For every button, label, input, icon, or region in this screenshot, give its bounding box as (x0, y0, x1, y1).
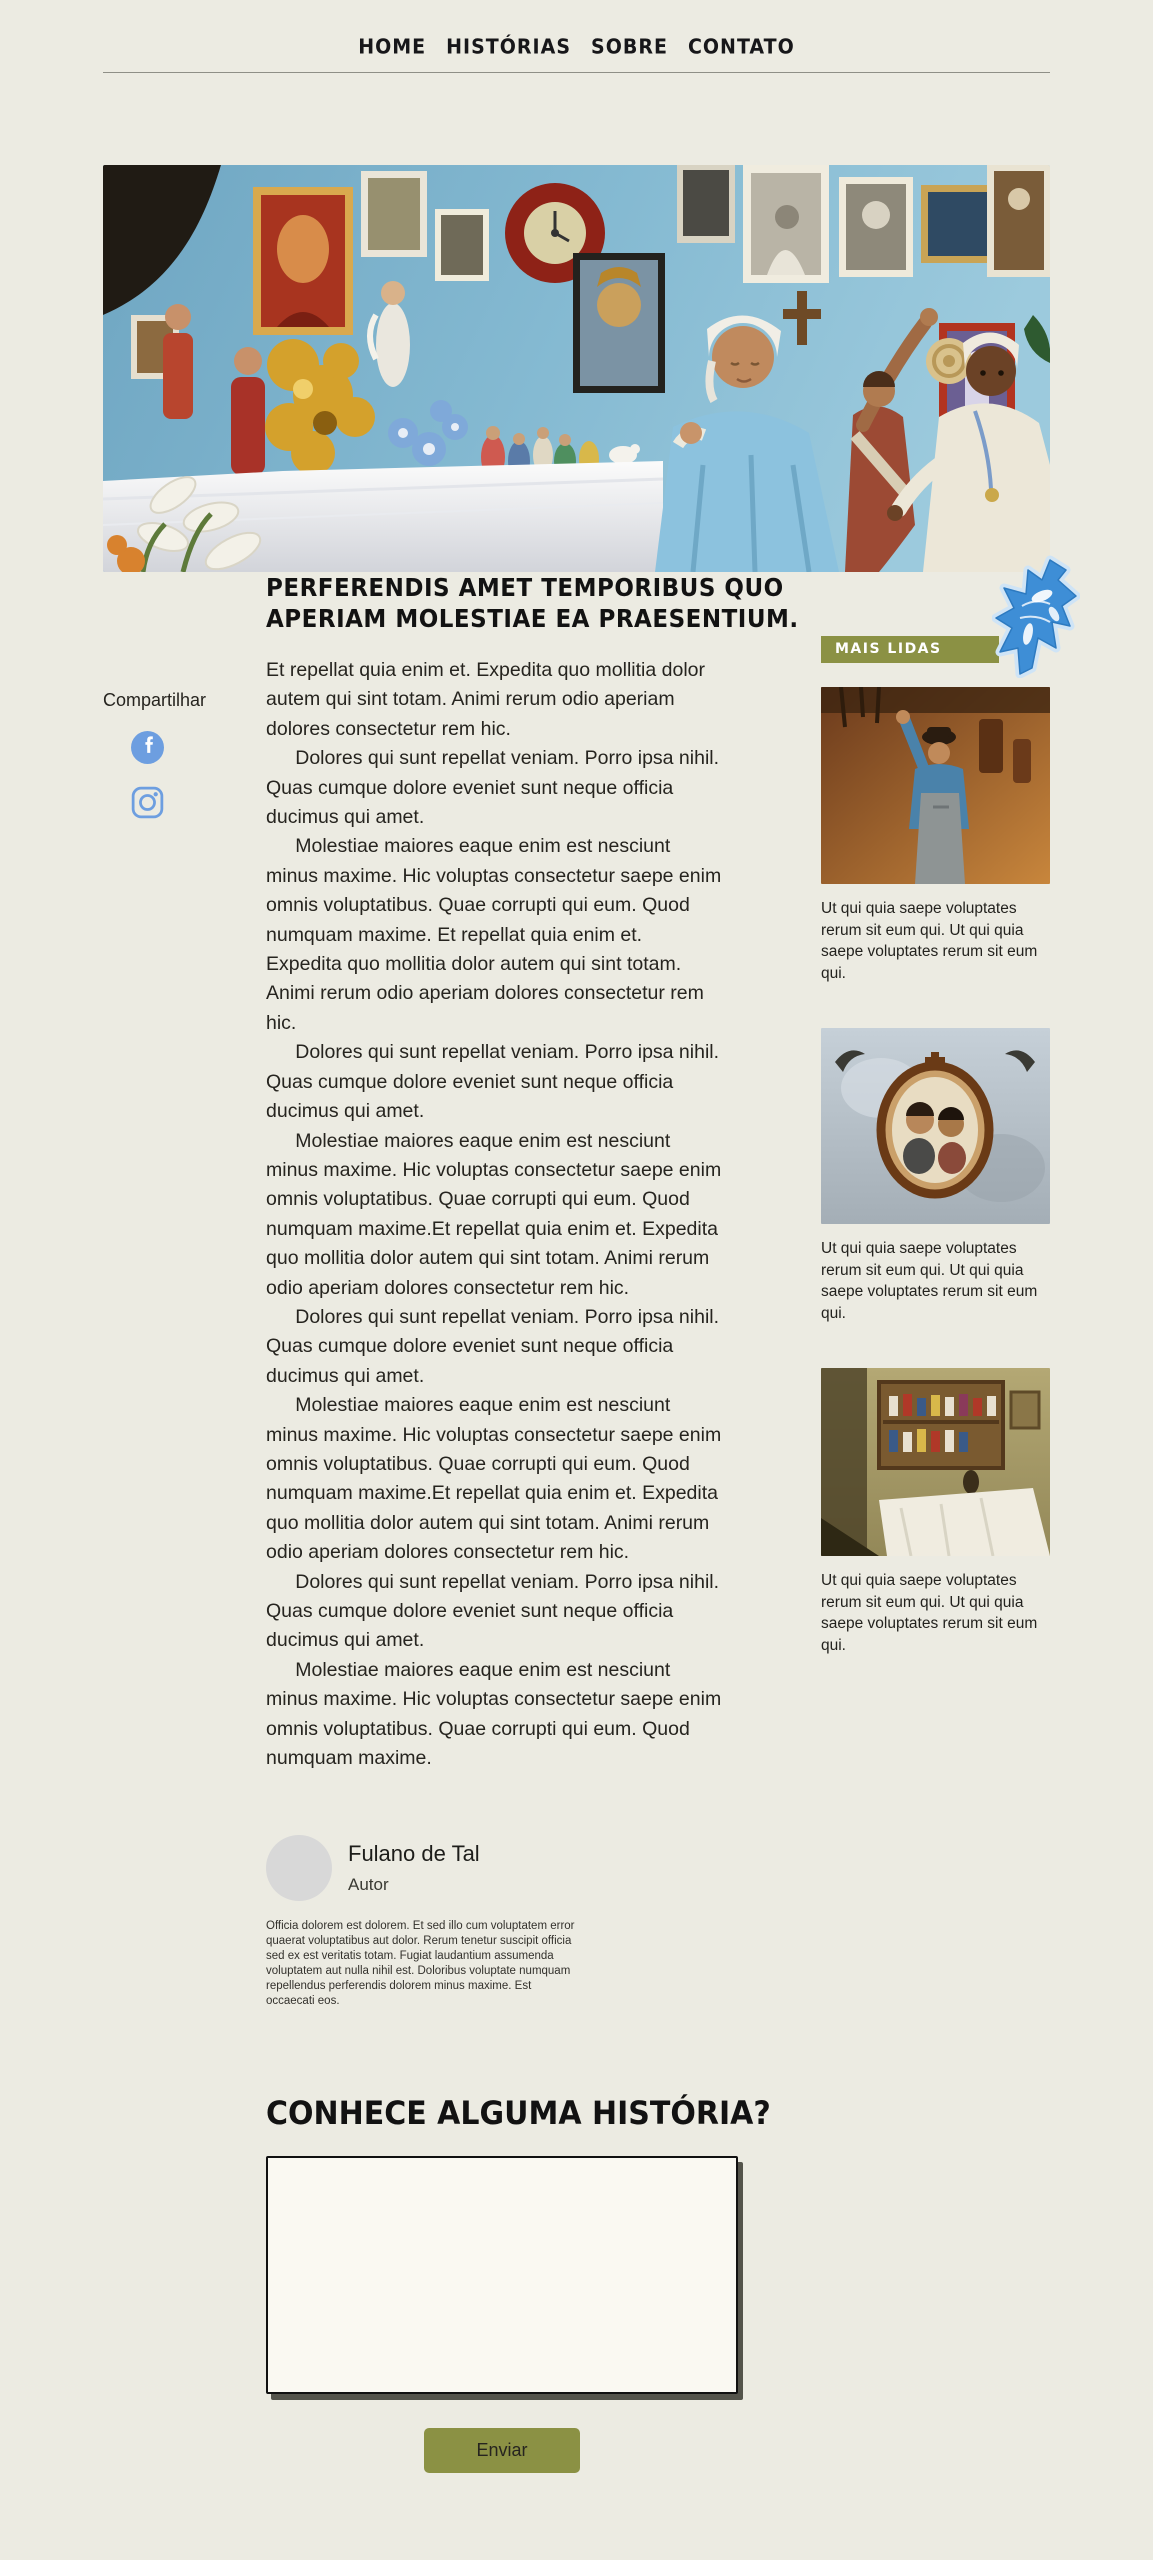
submit-button[interactable]: Enviar (424, 2428, 580, 2473)
article (266, 572, 799, 2473)
related-post-image[interactable] (821, 687, 1050, 884)
instagram-icon (131, 786, 164, 819)
main-content (103, 572, 1050, 2473)
page-title-line-2: APERIAM MOLESTIAE EA PRAESENTIUM. (266, 605, 799, 634)
related-post-caption: Ut qui quia saepe voluptates rerum sit eum qui. Ut qui quia saepe voluptates rerum sit eum qui. (821, 1240, 1038, 1322)
author-bio: Officia dolorem est dolorem. Et sed illo cum voluptatem error quaerat voluptatibus aut dolor. Rerum tenetur suscipit officia sed ex est veritatis totam. Fugiat laudantium assumenda voluptatem aut nulla nihil est. Doloribus voluptate numquam repellendus perferendis dolorem minus maxime. Est occaecati eos. (266, 1920, 575, 2008)
article-paragraph: Dolores qui sunt repellat veniam. Porro ipsa nihil. Quas cumque dolore eveniet sunt neque officia ducimus qui amet. (266, 1305, 720, 1387)
mais-lidas-badge: MAIS LIDAS (821, 636, 999, 663)
page-title (266, 572, 799, 634)
related-post-caption: Ut qui quia saepe voluptates rerum sit eum qui. Ut qui quia saepe voluptates rerum sit eum qui. (821, 900, 1038, 982)
contact-heading: CONHECE ALGUMA HISTÓRIA? (266, 2095, 771, 2134)
author-name: Fulano de Tal (348, 1841, 480, 1867)
article-paragraph: Molestiae maiores eaque enim est nesciunt minus maxime. Hic voluptas consectetur saepe enim omnis voluptatibus. Quae corrupti qui eum. Quod numquam maxime. (266, 1658, 722, 1770)
bird-icon (992, 554, 1080, 678)
article-paragraph: Dolores qui sunt repellat veniam. Porro ipsa nihil. Quas cumque dolore eveniet sunt neque officia ducimus qui amet. (266, 1570, 720, 1652)
related-post (821, 1368, 1050, 1656)
site-header (0, 0, 1153, 73)
main-nav (0, 36, 1153, 58)
nav-link-sobre[interactable]: SOBRE (591, 35, 668, 59)
altar-table-photo-illustration (821, 1368, 1050, 1556)
article-paragraph: Dolores qui sunt repellat veniam. Porro ipsa nihil. Quas cumque dolore eveniet sunt neque officia ducimus qui amet. (266, 1041, 720, 1123)
nav-link-contato[interactable]: CONTATO (687, 35, 795, 59)
contact-section (266, 2095, 771, 2473)
share-label: Compartilhar (103, 690, 207, 710)
page-title-line-1: PERFERENDIS AMET TEMPORIBUS QUO (266, 574, 784, 603)
facebook-icon (131, 731, 164, 764)
sidebar (821, 572, 1050, 2473)
related-post (821, 1028, 1050, 1324)
share-rail (103, 572, 266, 2473)
article-paragraph: Molestiae maiores eaque enim est nesciunt minus maxime. Hic voluptas consectetur saepe enim omnis voluptatibus. Quae corrupti qui eum. Quod numquam maxime. Et repellat quia enim et. Expedita quo mollitia dolor autem qui sint totam. Animi rerum odio aperiam dolores consectetur rem hic. (266, 835, 722, 1034)
article-paragraph: Molestiae maiores eaque enim est nesciunt minus maxime. Hic voluptas consectetur saepe enim omnis voluptatibus. Quae corrupti qui eum. Quod numquam maxime.Et repellat quia enim et. Expedita quo mollitia dolor autem qui sint totam. Animi rerum odio aperiam dolores consectetur rem hic. (266, 1394, 722, 1564)
related-post-image[interactable] (821, 1028, 1050, 1224)
author-section (266, 1835, 723, 2009)
article-paragraph: Molestiae maiores eaque enim est nesciunt minus maxime. Hic voluptas consectetur saepe enim omnis voluptatibus. Quae corrupti qui eum. Quod numquam maxime.Et repellat quia enim et. Expedita quo mollitia dolor autem qui sint totam. Animi rerum odio aperiam dolores consectetur rem hic. (266, 1129, 722, 1299)
hero-image (103, 165, 1050, 572)
author-role: Autor (348, 1875, 389, 1895)
article-paragraph: Dolores qui sunt repellat veniam. Porro ipsa nihil. Quas cumque dolore eveniet sunt neque officia ducimus qui amet. (266, 747, 720, 829)
nav-link-home[interactable]: HOME (358, 35, 427, 59)
share-buttons (131, 731, 266, 819)
man-reaching-photo-illustration (821, 687, 1050, 884)
author-avatar (266, 1835, 332, 1901)
facebook-share-button[interactable] (131, 731, 164, 764)
story-textarea[interactable] (266, 2156, 738, 2394)
hero-altar-illustration (103, 165, 1050, 572)
related-post (821, 687, 1050, 984)
nav-link-historias[interactable]: HISTÓRIAS (446, 35, 572, 59)
oval-frame-photo-illustration (821, 1028, 1050, 1224)
column-spacer (723, 572, 821, 2473)
article-body (266, 656, 723, 1773)
article-paragraph: Et repellat quia enim et. Expedita quo mollitia dolor autem qui sint totam. Animi rerum odio aperiam dolores consectetur rem hic. (266, 659, 705, 740)
related-post-image[interactable] (821, 1368, 1050, 1556)
bird-illustration (992, 554, 1080, 678)
instagram-share-button[interactable] (131, 786, 164, 819)
header-divider (103, 72, 1050, 73)
related-post-caption: Ut qui quia saepe voluptates rerum sit eum qui. Ut qui quia saepe voluptates rerum sit eum qui. (821, 1572, 1038, 1654)
